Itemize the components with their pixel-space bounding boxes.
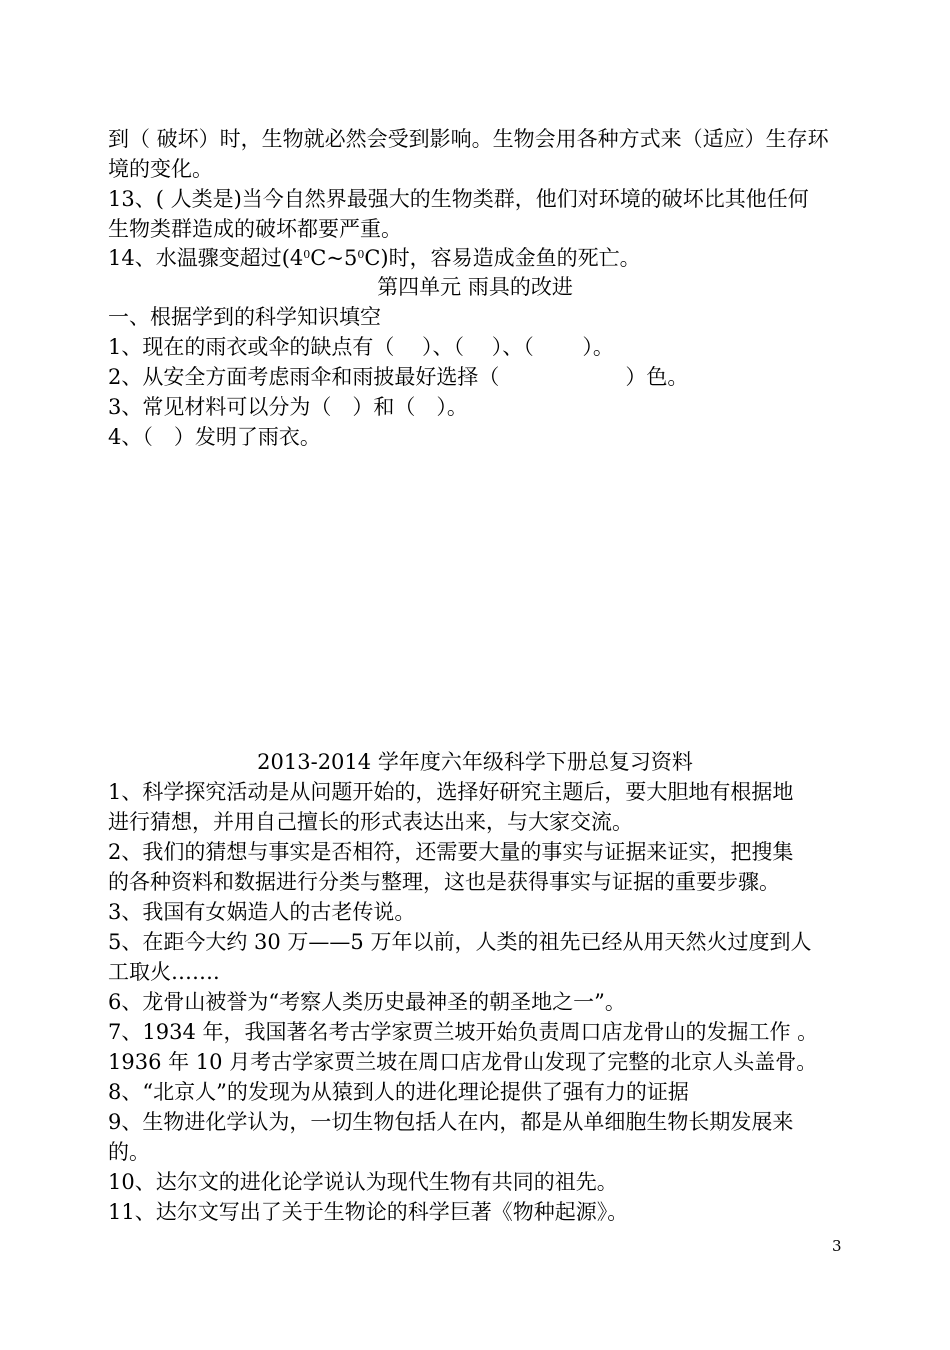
text-line: 3、常见材料可以分为（ ）和（ ）。 <box>108 395 468 419</box>
item-14 <box>108 243 641 273</box>
item-14-mid: C~5 <box>310 246 358 270</box>
text-line: 到（ 破坏）时，生物就必然会受到影响。生物会用各种方式来（适应）生存环 <box>108 127 829 151</box>
superscript: 0 <box>303 248 311 261</box>
item-14-suffix: C)时，容易造成金鱼的死亡。 <box>364 246 641 270</box>
text-line: 一、根据学到的科学知识填空 <box>108 305 381 329</box>
text-line: 7、1934 年，我国著名考古学家贾兰坡开始负责周口店龙骨山的发掘工作 。 <box>108 1020 819 1044</box>
superscript: 0 <box>357 248 365 261</box>
page-number: 3 <box>832 1237 842 1255</box>
text-line: 的。 <box>108 1140 150 1164</box>
text-line: 8、“北京人”的发现为从猿到人的进化理论提供了强有力的证据 <box>108 1080 689 1104</box>
text-line: 境的变化。 <box>108 157 213 181</box>
text-line: 13、( 人类是)当今自然界最强大的生物类群，他们对环境的破坏比其他任何 <box>108 187 809 211</box>
text-line: 生物类群造成的破坏都要严重。 <box>108 217 402 241</box>
text-line: 工取火……. <box>108 960 220 984</box>
review-title: 2013-2014 学年度六年级科学下册总复习资料 <box>257 750 693 774</box>
text-line: 3、我国有女娲造人的古老传说。 <box>108 900 416 924</box>
text-line: 1、现在的雨衣或伞的缺点有（ ）、（ ）、（ ）。 <box>108 335 614 359</box>
text-line: 1936 年 10 月考古学家贾兰坡在周口店龙骨山发现了完整的北京人头盖骨。 <box>108 1050 818 1074</box>
text-line: 10、达尔文的进化论学说认为现代生物有共同的祖先。 <box>108 1170 618 1194</box>
item-14-prefix: 14、水温骤变超过(4 <box>108 246 304 270</box>
text-line: 11、达尔文写出了关于生物论的科学巨著《物种起源》。 <box>108 1200 629 1224</box>
text-line: 的各种资料和数据进行分类与整理，这也是获得事实与证据的重要步骤。 <box>108 870 780 894</box>
text-line: 6、龙骨山被誉为“考察人类历史最神圣的朝圣地之一”。 <box>108 990 626 1014</box>
text-line: 1、科学探究活动是从问题开始的，选择好研究主题后，要大胆地有根据地 <box>108 780 794 804</box>
text-line: 4、（ ）发明了雨衣。 <box>108 425 321 449</box>
unit-4-title: 第四单元 雨具的改进 <box>377 275 573 299</box>
text-line: 5、在距今大约 30 万——5 万年以前，人类的祖先已经从用天然火过度到人 <box>108 930 812 954</box>
text-line: 9、生物进化学认为，一切生物包括人在内，都是从单细胞生物长期发展来 <box>108 1110 794 1134</box>
text-line: 进行猜想，并用自己擅长的形式表达出来，与大家交流。 <box>108 810 633 834</box>
text-line: 2、从安全方面考虑雨伞和雨披最好选择（ ）色。 <box>108 365 689 389</box>
text-line: 2、我们的猜想与事实是否相符，还需要大量的事实与证据来证实，把搜集 <box>108 840 794 864</box>
